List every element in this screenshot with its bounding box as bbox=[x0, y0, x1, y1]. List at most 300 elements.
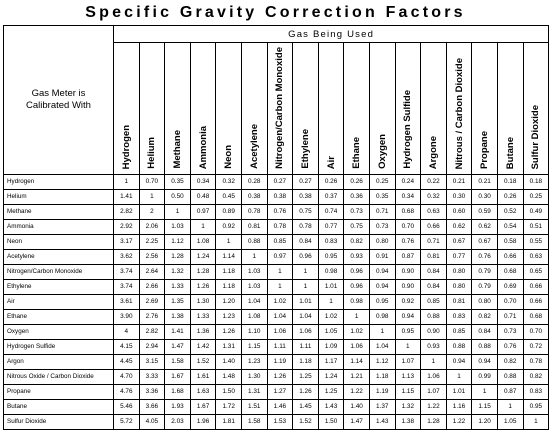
table-cell: 3.33 bbox=[139, 369, 165, 384]
table-cell: 5.46 bbox=[114, 399, 140, 414]
gas-column-label: Nitrogen/Carbon Monoxide bbox=[274, 47, 286, 169]
table-cell: 1.20 bbox=[216, 294, 242, 309]
row-label: Acetylene bbox=[4, 249, 114, 264]
gas-column-label: Oxygen bbox=[376, 134, 388, 169]
table-cell: 0.69 bbox=[497, 279, 523, 294]
table-cell: 0.84 bbox=[472, 324, 498, 339]
row-label: Argon bbox=[4, 354, 114, 369]
table-cell: 1.16 bbox=[446, 399, 472, 414]
table-cell: 0.66 bbox=[421, 219, 447, 234]
table-cell: 1.03 bbox=[165, 219, 191, 234]
table-cell: 1 bbox=[318, 294, 344, 309]
table-cell: 1.30 bbox=[241, 369, 267, 384]
table-cell: 1.19 bbox=[267, 354, 293, 369]
table-cell: 1.68 bbox=[165, 384, 191, 399]
table-cell: 0.93 bbox=[421, 339, 447, 354]
table-cell: 3.15 bbox=[139, 354, 165, 369]
table-cell: 0.71 bbox=[369, 204, 395, 219]
table-cell: 0.76 bbox=[472, 249, 498, 264]
table-cell: 1.04 bbox=[369, 339, 395, 354]
table-cell: 1 bbox=[344, 309, 370, 324]
table-cell: 1.06 bbox=[267, 324, 293, 339]
table-cell: 1.18 bbox=[369, 369, 395, 384]
row-label: Helium bbox=[4, 189, 114, 204]
row-label: Butane bbox=[4, 399, 114, 414]
table-cell: 0.77 bbox=[446, 249, 472, 264]
table-cell: 0.76 bbox=[497, 339, 523, 354]
gas-column-header bbox=[446, 43, 472, 175]
table-cell: 4 bbox=[114, 324, 140, 339]
table-cell: 1.38 bbox=[165, 309, 191, 324]
table-cell: 0.54 bbox=[497, 219, 523, 234]
row-label: Methane bbox=[4, 204, 114, 219]
gas-column-label: Propane bbox=[479, 130, 491, 169]
table-cell: 0.35 bbox=[369, 189, 395, 204]
table-cell: 1.38 bbox=[395, 414, 421, 429]
table-cell: 0.75 bbox=[344, 219, 370, 234]
gas-column-label: Ethylene bbox=[299, 129, 311, 169]
table-cell: 0.73 bbox=[344, 204, 370, 219]
table-cell: 1.40 bbox=[216, 354, 242, 369]
gas-column-label: Sulfur Dioxide bbox=[530, 104, 542, 169]
table-cell: 0.98 bbox=[318, 264, 344, 279]
table-cell: 0.27 bbox=[267, 174, 293, 189]
table-cell: 0.82 bbox=[344, 234, 370, 249]
table-row bbox=[4, 264, 549, 279]
table-cell: 2 bbox=[139, 204, 165, 219]
table-cell: 1.13 bbox=[395, 369, 421, 384]
row-label: Sulfur Dioxide bbox=[4, 414, 114, 429]
table-cell: 1.46 bbox=[267, 399, 293, 414]
table-cell: 2.94 bbox=[139, 339, 165, 354]
table-cell: 0.26 bbox=[344, 174, 370, 189]
gas-column-label: Ethane bbox=[351, 137, 363, 169]
table-cell: 0.80 bbox=[446, 279, 472, 294]
table-cell: 0.81 bbox=[446, 294, 472, 309]
gas-column-label: Nitrous / Carbon Dioxide bbox=[453, 57, 465, 169]
gas-column-label: Butane bbox=[504, 136, 516, 169]
gas-column-header bbox=[114, 43, 140, 175]
table-row bbox=[4, 369, 549, 384]
corner-label bbox=[4, 26, 114, 175]
table-cell: 1.58 bbox=[165, 354, 191, 369]
table-cell: 0.66 bbox=[523, 294, 549, 309]
table-cell: 0.30 bbox=[446, 189, 472, 204]
table-cell: 1.09 bbox=[318, 339, 344, 354]
table-cell: 0.85 bbox=[421, 294, 447, 309]
table-cell: 1.18 bbox=[216, 279, 242, 294]
table-cell: 1.11 bbox=[267, 339, 293, 354]
table-cell: 1.48 bbox=[216, 369, 242, 384]
table-cell: 1.14 bbox=[344, 354, 370, 369]
table-cell: 0.48 bbox=[190, 189, 216, 204]
gas-column-header bbox=[318, 43, 344, 175]
table-cell: 1.08 bbox=[241, 309, 267, 324]
table-cell: 3.62 bbox=[114, 249, 140, 264]
table-cell: 1 bbox=[293, 279, 319, 294]
table-cell: 0.92 bbox=[216, 219, 242, 234]
table-cell: 0.26 bbox=[318, 174, 344, 189]
gas-column-header bbox=[241, 43, 267, 175]
table-cell: 0.82 bbox=[472, 309, 498, 324]
table-cell: 1.67 bbox=[190, 399, 216, 414]
table-cell: 0.95 bbox=[369, 294, 395, 309]
table-cell: 1.11 bbox=[293, 339, 319, 354]
table-cell: 1.02 bbox=[267, 294, 293, 309]
table-cell: 1 bbox=[267, 264, 293, 279]
table-cell: 1.06 bbox=[421, 369, 447, 384]
table-cell: 0.88 bbox=[497, 369, 523, 384]
table-cell: 1 bbox=[293, 264, 319, 279]
table-cell: 1.06 bbox=[293, 324, 319, 339]
row-label: Neon bbox=[4, 234, 114, 249]
table-cell: 1.12 bbox=[369, 354, 395, 369]
table-cell: 1.02 bbox=[318, 309, 344, 324]
row-label: Propane bbox=[4, 384, 114, 399]
table-row bbox=[4, 189, 549, 204]
table-cell: 0.78 bbox=[293, 219, 319, 234]
table-cell: 0.74 bbox=[318, 204, 344, 219]
table-cell: 0.18 bbox=[497, 174, 523, 189]
section-header-row bbox=[4, 26, 549, 43]
table-cell: 0.88 bbox=[241, 234, 267, 249]
table-cell: 0.35 bbox=[165, 174, 191, 189]
table-cell: 0.25 bbox=[523, 189, 549, 204]
table-cell: 0.76 bbox=[395, 234, 421, 249]
table-cell: 1 bbox=[267, 279, 293, 294]
table-cell: 1.22 bbox=[446, 414, 472, 429]
table-cell: 0.72 bbox=[523, 339, 549, 354]
table-cell: 0.34 bbox=[395, 189, 421, 204]
table-cell: 0.63 bbox=[421, 204, 447, 219]
table-cell: 1.15 bbox=[472, 399, 498, 414]
table-cell: 0.73 bbox=[369, 219, 395, 234]
table-cell: 0.78 bbox=[267, 219, 293, 234]
table-cell: 0.75 bbox=[293, 204, 319, 219]
table-cell: 0.83 bbox=[523, 384, 549, 399]
table-cell: 2.82 bbox=[114, 204, 140, 219]
table-cell: 0.21 bbox=[446, 174, 472, 189]
table-cell: 1.51 bbox=[241, 399, 267, 414]
table-cell: 0.66 bbox=[497, 249, 523, 264]
table-cell: 0.25 bbox=[369, 174, 395, 189]
table-cell: 1.26 bbox=[216, 324, 242, 339]
table-cell: 1 bbox=[139, 189, 165, 204]
table-cell: 0.38 bbox=[293, 189, 319, 204]
table-cell: 0.27 bbox=[293, 174, 319, 189]
table-cell: 0.98 bbox=[344, 294, 370, 309]
table-cell: 0.66 bbox=[523, 279, 549, 294]
gas-column-header bbox=[344, 43, 370, 175]
row-label: Hydrogen Sulfide bbox=[4, 339, 114, 354]
table-cell: 1.50 bbox=[216, 384, 242, 399]
table-cell: 0.94 bbox=[369, 279, 395, 294]
gas-being-used-header: Gas Being Used bbox=[114, 26, 549, 43]
table-cell: 1.15 bbox=[241, 339, 267, 354]
table-cell: 0.49 bbox=[523, 204, 549, 219]
table-cell: 0.50 bbox=[165, 189, 191, 204]
table-cell: 0.93 bbox=[344, 249, 370, 264]
table-cell: 0.94 bbox=[395, 309, 421, 324]
table-cell: 0.82 bbox=[523, 369, 549, 384]
table-cell: 4.70 bbox=[114, 369, 140, 384]
table-cell: 3.90 bbox=[114, 309, 140, 324]
table-cell: 0.60 bbox=[446, 204, 472, 219]
table-cell: 2.76 bbox=[139, 309, 165, 324]
gas-column-header bbox=[421, 43, 447, 175]
table-row bbox=[4, 354, 549, 369]
table-cell: 0.88 bbox=[446, 339, 472, 354]
gas-column-header bbox=[497, 43, 523, 175]
table-cell: 1.53 bbox=[267, 414, 293, 429]
table-cell: 0.62 bbox=[446, 219, 472, 234]
table-cell: 1.63 bbox=[190, 384, 216, 399]
row-label: Ethylene bbox=[4, 279, 114, 294]
table-cell: 0.70 bbox=[395, 219, 421, 234]
table-cell: 1.18 bbox=[216, 264, 242, 279]
table-cell: 1 bbox=[421, 354, 447, 369]
table-cell: 0.82 bbox=[497, 354, 523, 369]
table-cell: 0.68 bbox=[497, 264, 523, 279]
table-cell: 1.35 bbox=[165, 294, 191, 309]
table-row bbox=[4, 174, 549, 189]
table-cell: 0.96 bbox=[344, 279, 370, 294]
table-cell: 1.08 bbox=[190, 234, 216, 249]
table-cell: 2.92 bbox=[114, 219, 140, 234]
table-cell: 1.26 bbox=[190, 279, 216, 294]
table-cell: 1 bbox=[523, 414, 549, 429]
table-cell: 0.67 bbox=[446, 234, 472, 249]
table-cell: 0.59 bbox=[472, 204, 498, 219]
gas-column-label: Hydrogen bbox=[120, 124, 132, 169]
table-cell: 1.31 bbox=[216, 339, 242, 354]
table-cell: 0.67 bbox=[472, 234, 498, 249]
table-cell: 1 bbox=[165, 204, 191, 219]
gas-column-header bbox=[369, 43, 395, 175]
table-cell: 0.95 bbox=[523, 399, 549, 414]
table-cell: 0.89 bbox=[216, 204, 242, 219]
table-cell: 0.94 bbox=[369, 264, 395, 279]
table-cell: 1.04 bbox=[267, 309, 293, 324]
gas-column-label: Argone bbox=[427, 135, 439, 169]
table-cell: 0.97 bbox=[267, 249, 293, 264]
gas-column-header bbox=[267, 43, 293, 175]
table-cell: 0.98 bbox=[369, 309, 395, 324]
row-label: Air bbox=[4, 294, 114, 309]
table-cell: 1.04 bbox=[241, 294, 267, 309]
table-cell: 1 bbox=[395, 339, 421, 354]
table-cell: 1 bbox=[497, 399, 523, 414]
table-cell: 0.36 bbox=[344, 189, 370, 204]
table-cell: 4.05 bbox=[139, 414, 165, 429]
table-cell: 0.80 bbox=[446, 264, 472, 279]
table-cell: 1.18 bbox=[293, 354, 319, 369]
table-cell: 1.30 bbox=[190, 294, 216, 309]
table-cell: 5.72 bbox=[114, 414, 140, 429]
table-cell: 3.66 bbox=[139, 399, 165, 414]
table-cell: 0.83 bbox=[318, 234, 344, 249]
table-cell: 1.47 bbox=[165, 339, 191, 354]
table-cell: 1.25 bbox=[293, 369, 319, 384]
table-cell: 0.84 bbox=[421, 279, 447, 294]
table-cell: 1.07 bbox=[421, 384, 447, 399]
table-cell: 4.45 bbox=[114, 354, 140, 369]
table-cell: 1.32 bbox=[395, 399, 421, 414]
gas-column-label: Helium bbox=[146, 137, 158, 169]
table-cell: 1.23 bbox=[241, 354, 267, 369]
row-label: Ethane bbox=[4, 309, 114, 324]
table-cell: 0.96 bbox=[344, 264, 370, 279]
table-cell: 0.83 bbox=[446, 309, 472, 324]
table-row bbox=[4, 384, 549, 399]
table-cell: 0.91 bbox=[369, 249, 395, 264]
table-cell: 1.28 bbox=[421, 414, 447, 429]
table-cell: 0.26 bbox=[497, 189, 523, 204]
table-cell: 1.26 bbox=[267, 369, 293, 384]
table-row bbox=[4, 309, 549, 324]
table-cell: 0.81 bbox=[421, 249, 447, 264]
table-cell: 1.02 bbox=[344, 324, 370, 339]
table-cell: 0.30 bbox=[472, 189, 498, 204]
table-cell: 2.82 bbox=[139, 324, 165, 339]
table-cell: 0.88 bbox=[421, 309, 447, 324]
table-cell: 3.74 bbox=[114, 264, 140, 279]
gas-column-header bbox=[190, 43, 216, 175]
table-cell: 3.61 bbox=[114, 294, 140, 309]
table-cell: 1.40 bbox=[344, 399, 370, 414]
table-cell: 1 bbox=[446, 369, 472, 384]
table-cell: 1.93 bbox=[165, 399, 191, 414]
table-cell: 0.84 bbox=[421, 264, 447, 279]
table-cell: 1.01 bbox=[446, 384, 472, 399]
table-cell: 1.27 bbox=[267, 384, 293, 399]
table-cell: 1.43 bbox=[318, 399, 344, 414]
table-cell: 1.14 bbox=[216, 249, 242, 264]
table-cell: 1 bbox=[241, 249, 267, 264]
table-cell: 0.73 bbox=[497, 324, 523, 339]
table-cell: 1.07 bbox=[395, 354, 421, 369]
gas-column-label: Neon bbox=[223, 145, 235, 169]
table-cell: 1.31 bbox=[241, 384, 267, 399]
table-cell: 1.41 bbox=[165, 324, 191, 339]
table-cell: 0.38 bbox=[267, 189, 293, 204]
table-cell: 0.34 bbox=[190, 174, 216, 189]
table-cell: 0.58 bbox=[497, 234, 523, 249]
gas-column-header bbox=[216, 43, 242, 175]
table-cell: 1.72 bbox=[216, 399, 242, 414]
gas-column-header bbox=[139, 43, 165, 175]
table-cell: 0.85 bbox=[267, 234, 293, 249]
table-cell: 1 bbox=[190, 219, 216, 234]
table-row bbox=[4, 324, 549, 339]
table-cell: 1.24 bbox=[190, 249, 216, 264]
table-cell: 1.25 bbox=[318, 384, 344, 399]
table-cell: 1.81 bbox=[216, 414, 242, 429]
table-cell: 2.69 bbox=[139, 294, 165, 309]
table-cell: 0.79 bbox=[472, 279, 498, 294]
table-cell: 0.87 bbox=[497, 384, 523, 399]
table-cell: 0.96 bbox=[293, 249, 319, 264]
table-cell: 0.94 bbox=[472, 354, 498, 369]
gas-column-header bbox=[293, 43, 319, 175]
table-cell: 0.55 bbox=[523, 234, 549, 249]
table-cell: 0.88 bbox=[472, 339, 498, 354]
row-label: Hydrogen bbox=[4, 174, 114, 189]
table-cell: 1.03 bbox=[241, 279, 267, 294]
table-cell: 0.92 bbox=[395, 294, 421, 309]
table-cell: 1.04 bbox=[293, 309, 319, 324]
table-body bbox=[4, 174, 549, 429]
table-cell: 1 bbox=[216, 234, 242, 249]
table-cell: 0.78 bbox=[523, 354, 549, 369]
corner-label-line-2: Calibrated With bbox=[26, 99, 91, 111]
table-cell: 3.74 bbox=[114, 279, 140, 294]
table-cell: 1 bbox=[472, 384, 498, 399]
table-cell: 0.70 bbox=[497, 294, 523, 309]
table-cell: 0.70 bbox=[523, 324, 549, 339]
table-cell: 1.33 bbox=[190, 309, 216, 324]
table-row bbox=[4, 339, 549, 354]
table-cell: 2.64 bbox=[139, 264, 165, 279]
table-cell: 0.78 bbox=[241, 204, 267, 219]
table-row bbox=[4, 204, 549, 219]
table-cell: 0.80 bbox=[472, 294, 498, 309]
table-cell: 2.06 bbox=[139, 219, 165, 234]
row-label: Nitrogen/Carbon Monoxide bbox=[4, 264, 114, 279]
table-cell: 1.23 bbox=[216, 309, 242, 324]
table-cell: 1.32 bbox=[165, 264, 191, 279]
table-cell: 0.21 bbox=[472, 174, 498, 189]
table-cell: 1.45 bbox=[293, 399, 319, 414]
table-cell: 1.15 bbox=[395, 384, 421, 399]
table-cell: 0.95 bbox=[395, 324, 421, 339]
corner-label-line-1: Gas Meter is bbox=[31, 87, 86, 99]
table-cell: 0.85 bbox=[446, 324, 472, 339]
table-cell: 3.17 bbox=[114, 234, 140, 249]
table-cell: 2.56 bbox=[139, 249, 165, 264]
table-cell: 1.58 bbox=[241, 414, 267, 429]
table-cell: 1.52 bbox=[293, 414, 319, 429]
table-cell: 1.06 bbox=[344, 339, 370, 354]
table-cell: 0.52 bbox=[497, 204, 523, 219]
table-cell: 4.76 bbox=[114, 384, 140, 399]
table-cell: 1.12 bbox=[165, 234, 191, 249]
table-cell: 0.38 bbox=[241, 189, 267, 204]
table-cell: 1.33 bbox=[165, 279, 191, 294]
table-cell: 1.05 bbox=[318, 324, 344, 339]
table-cell: 0.63 bbox=[523, 249, 549, 264]
table-cell: 0.22 bbox=[421, 174, 447, 189]
gas-column-header bbox=[395, 43, 421, 175]
table-cell: 1.43 bbox=[369, 414, 395, 429]
table-cell: 0.81 bbox=[241, 219, 267, 234]
table-row bbox=[4, 219, 549, 234]
table-cell: 1.28 bbox=[165, 249, 191, 264]
table-cell: 2.66 bbox=[139, 279, 165, 294]
table-cell: 0.87 bbox=[395, 249, 421, 264]
table-cell: 1 bbox=[114, 174, 140, 189]
row-label: Ammonia bbox=[4, 219, 114, 234]
table-cell: 0.71 bbox=[497, 309, 523, 324]
table-cell: 1.22 bbox=[344, 384, 370, 399]
correction-factor-table bbox=[3, 25, 549, 430]
table-cell: 0.68 bbox=[523, 309, 549, 324]
table-cell: 1.01 bbox=[318, 279, 344, 294]
gas-column-header bbox=[523, 43, 549, 175]
table-cell: 0.62 bbox=[472, 219, 498, 234]
table-cell: 0.51 bbox=[523, 219, 549, 234]
gas-column-header bbox=[165, 43, 191, 175]
